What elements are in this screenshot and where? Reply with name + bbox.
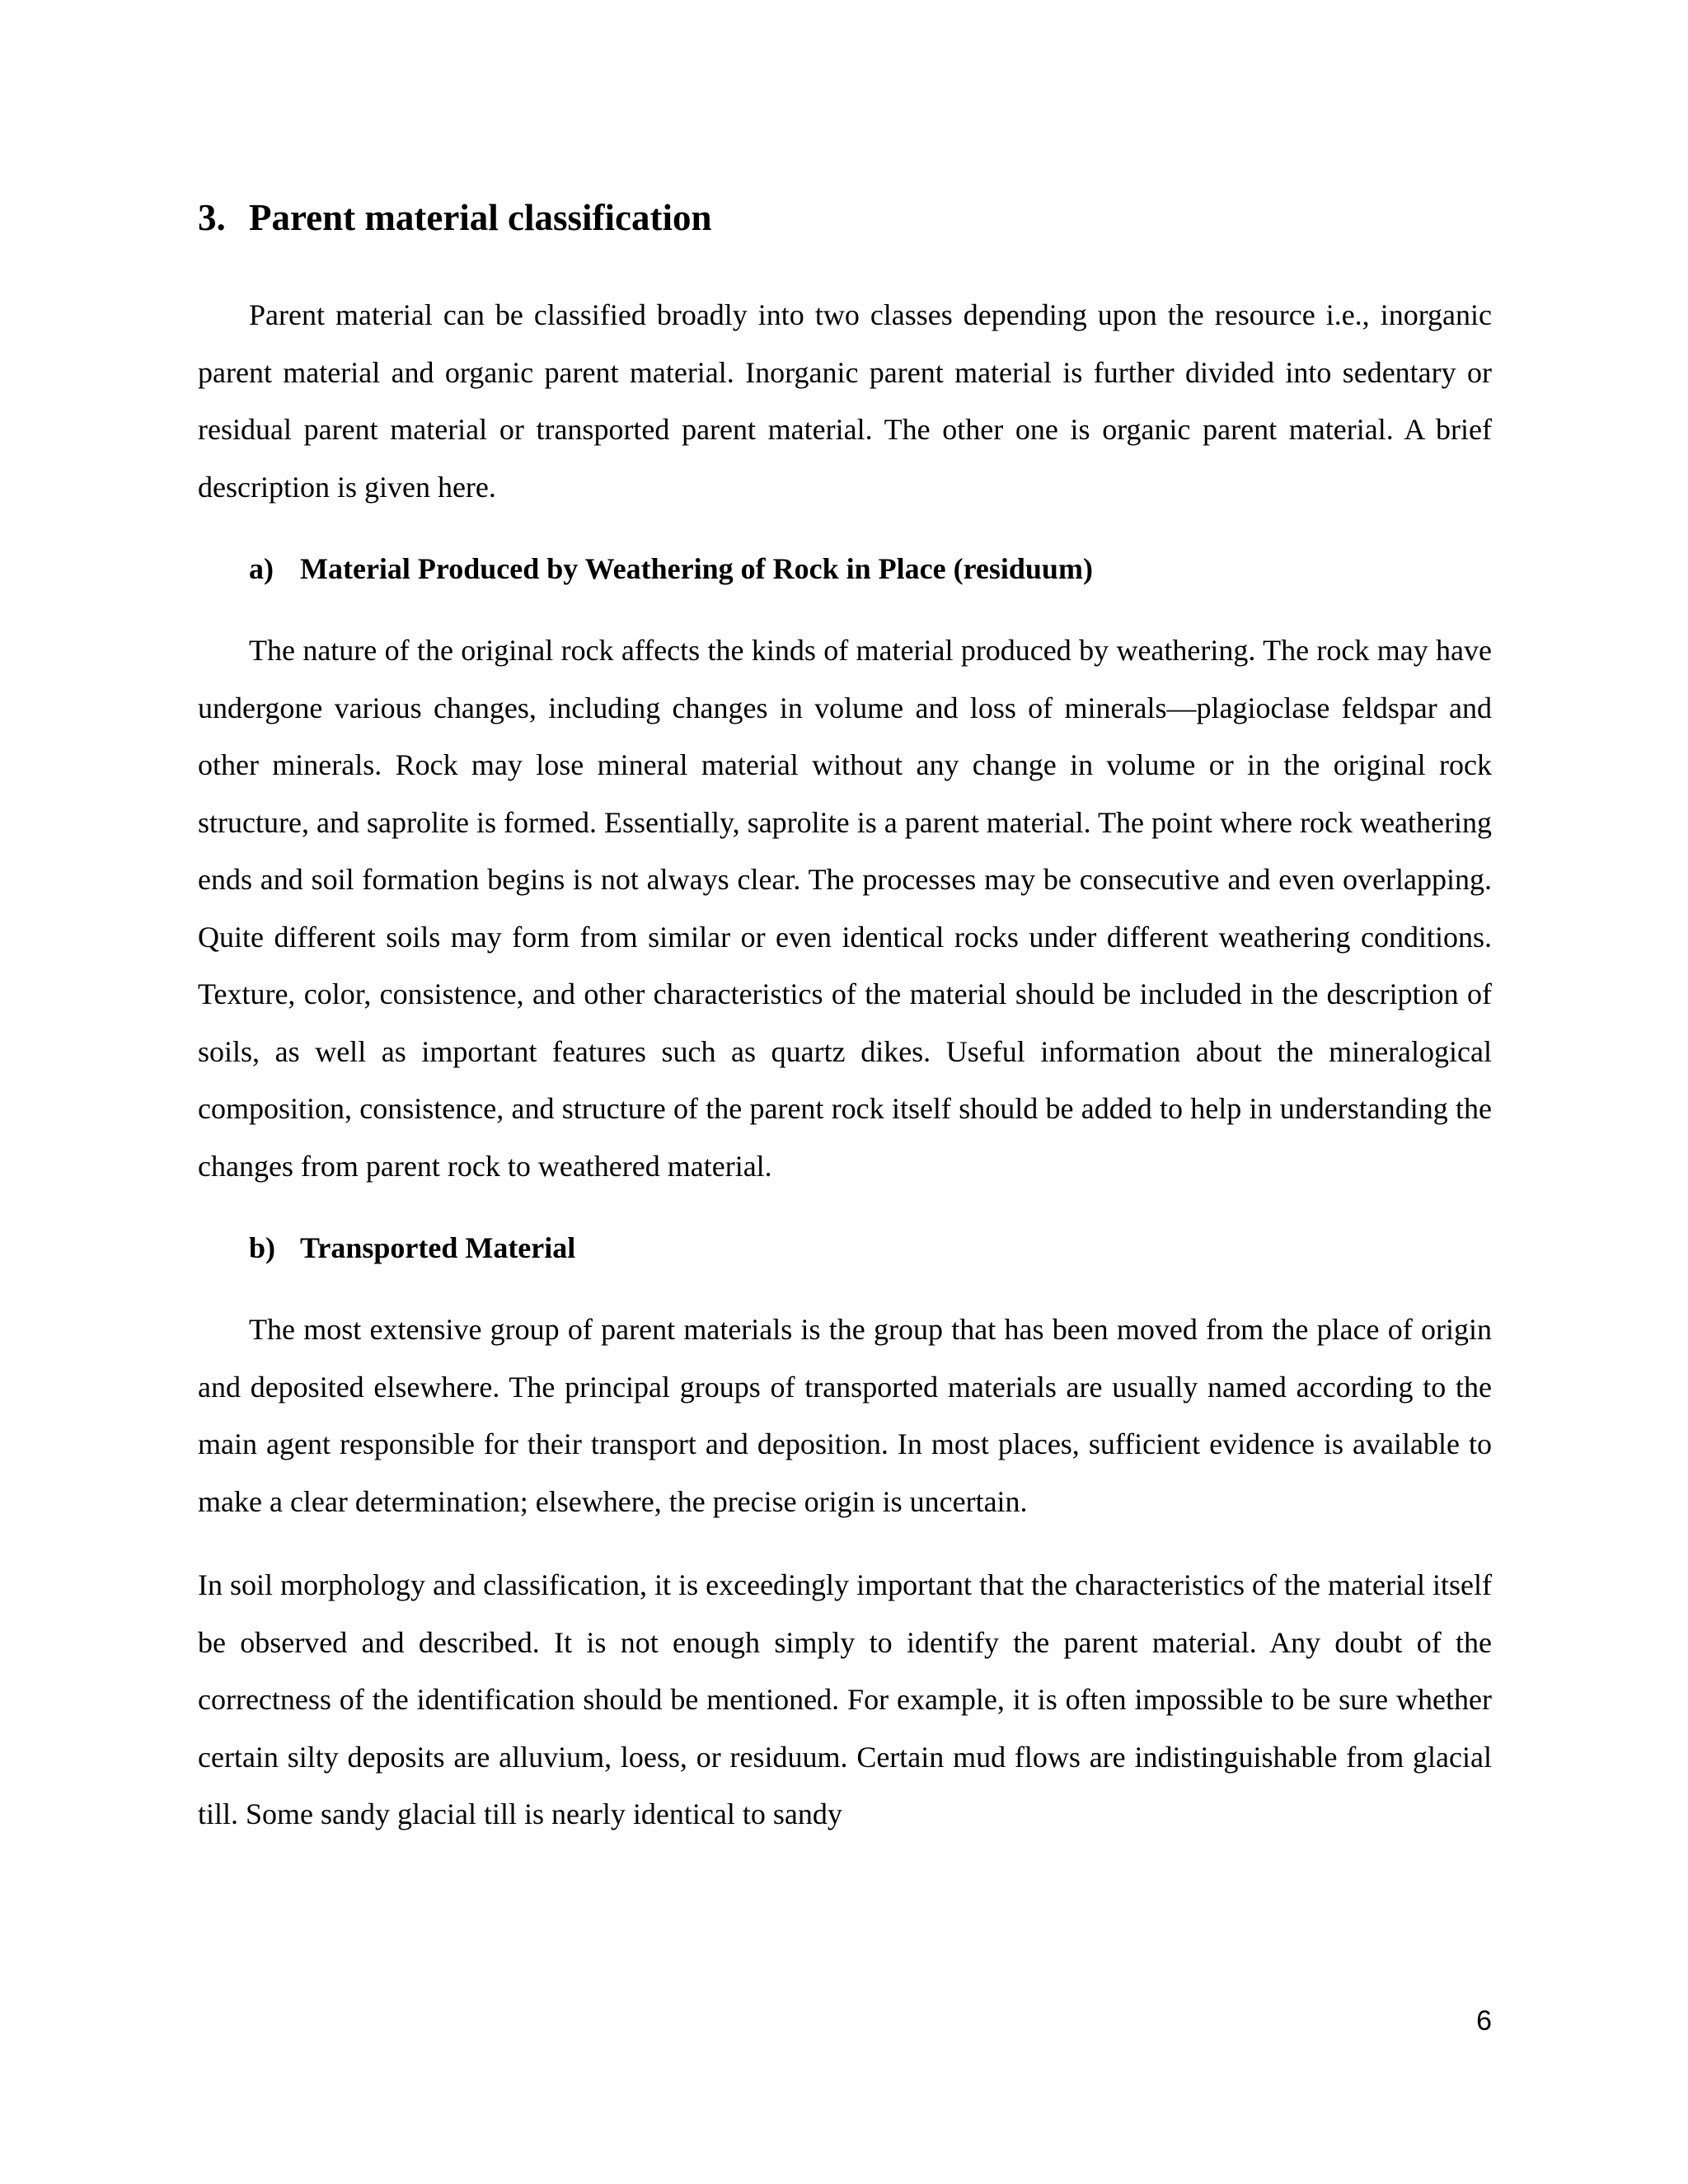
subsection-a-title: Material Produced by Weathering of Rock in Place (residuum) [300,552,1093,585]
subsection-b-title: Transported Material [300,1231,576,1264]
intro-paragraph: Parent material can be classified broadly into two classes depending upon the resource i.e., inorganic parent material and organic parent material. Inorganic parent material is further divided into sedentary or residual parent material or transported parent material. The other one is organic parent material. A brief description is given here. [198,298,1492,504]
page-number: 6 [1476,2005,1492,2036]
subsection-b-label: b) [249,1231,276,1264]
section-title: Parent material classification [249,197,712,238]
subsection-a-label: a) [249,552,274,585]
subsection-b-paragraph-2: In soil morphology and classification, it is exceedingly important that the characteristics of the material itself be observed and described. It is not enough simply to identify the parent material. Any doubt of the correctness of the identification should be mentioned. For example, it is often impossible to be sure whether certain silty deposits are alluvium, loess, or residuum. Certain mud flows are indistinguishable from glacial till. Some sandy glacial till is nearly identical to sandy [198,1568,1492,1830]
paragraph-gap [198,1530,1492,1557]
subsection-a-heading [249,541,1492,598]
section-heading [198,194,1492,241]
subsection-b-paragraph: The most extensive group of parent materials is the group that has been moved from the place of origin and deposited elsewhere. The principal groups of transported materials are usually named according to the main agent responsible for their transport and deposition. In most places, sufficient evidence is available to make a clear determination; elsewhere, the precise origin is uncertain. [198,1313,1492,1518]
subsection-b-heading [249,1220,1492,1277]
section-number: 3. [198,197,226,238]
subsection-a-paragraph: The nature of the original rock affects the kinds of material produced by weathering. The rock may have undergone various changes, including changes in volume and loss of minerals—plagioclase feldspar and other minerals. Rock may lose mineral material without any change in volume or in the original rock structure, and saprolite is formed. Essentially, saprolite is a parent material. The point where rock weathering ends and soil formation begins is not always clear. The processes may be consecutive and even overlapping. Quite different soils may form from similar or even identical rocks under different weathering conditions. Texture, color, consistence, and other characteristics of the material should be included in the description of soils, as well as important features such as quartz dikes. Useful information about the mineralogical composition, consistence, and structure of the parent rock itself should be added to help in understanding the changes from parent rock to weathered material. [198,634,1492,1183]
page-content [198,194,1492,1844]
